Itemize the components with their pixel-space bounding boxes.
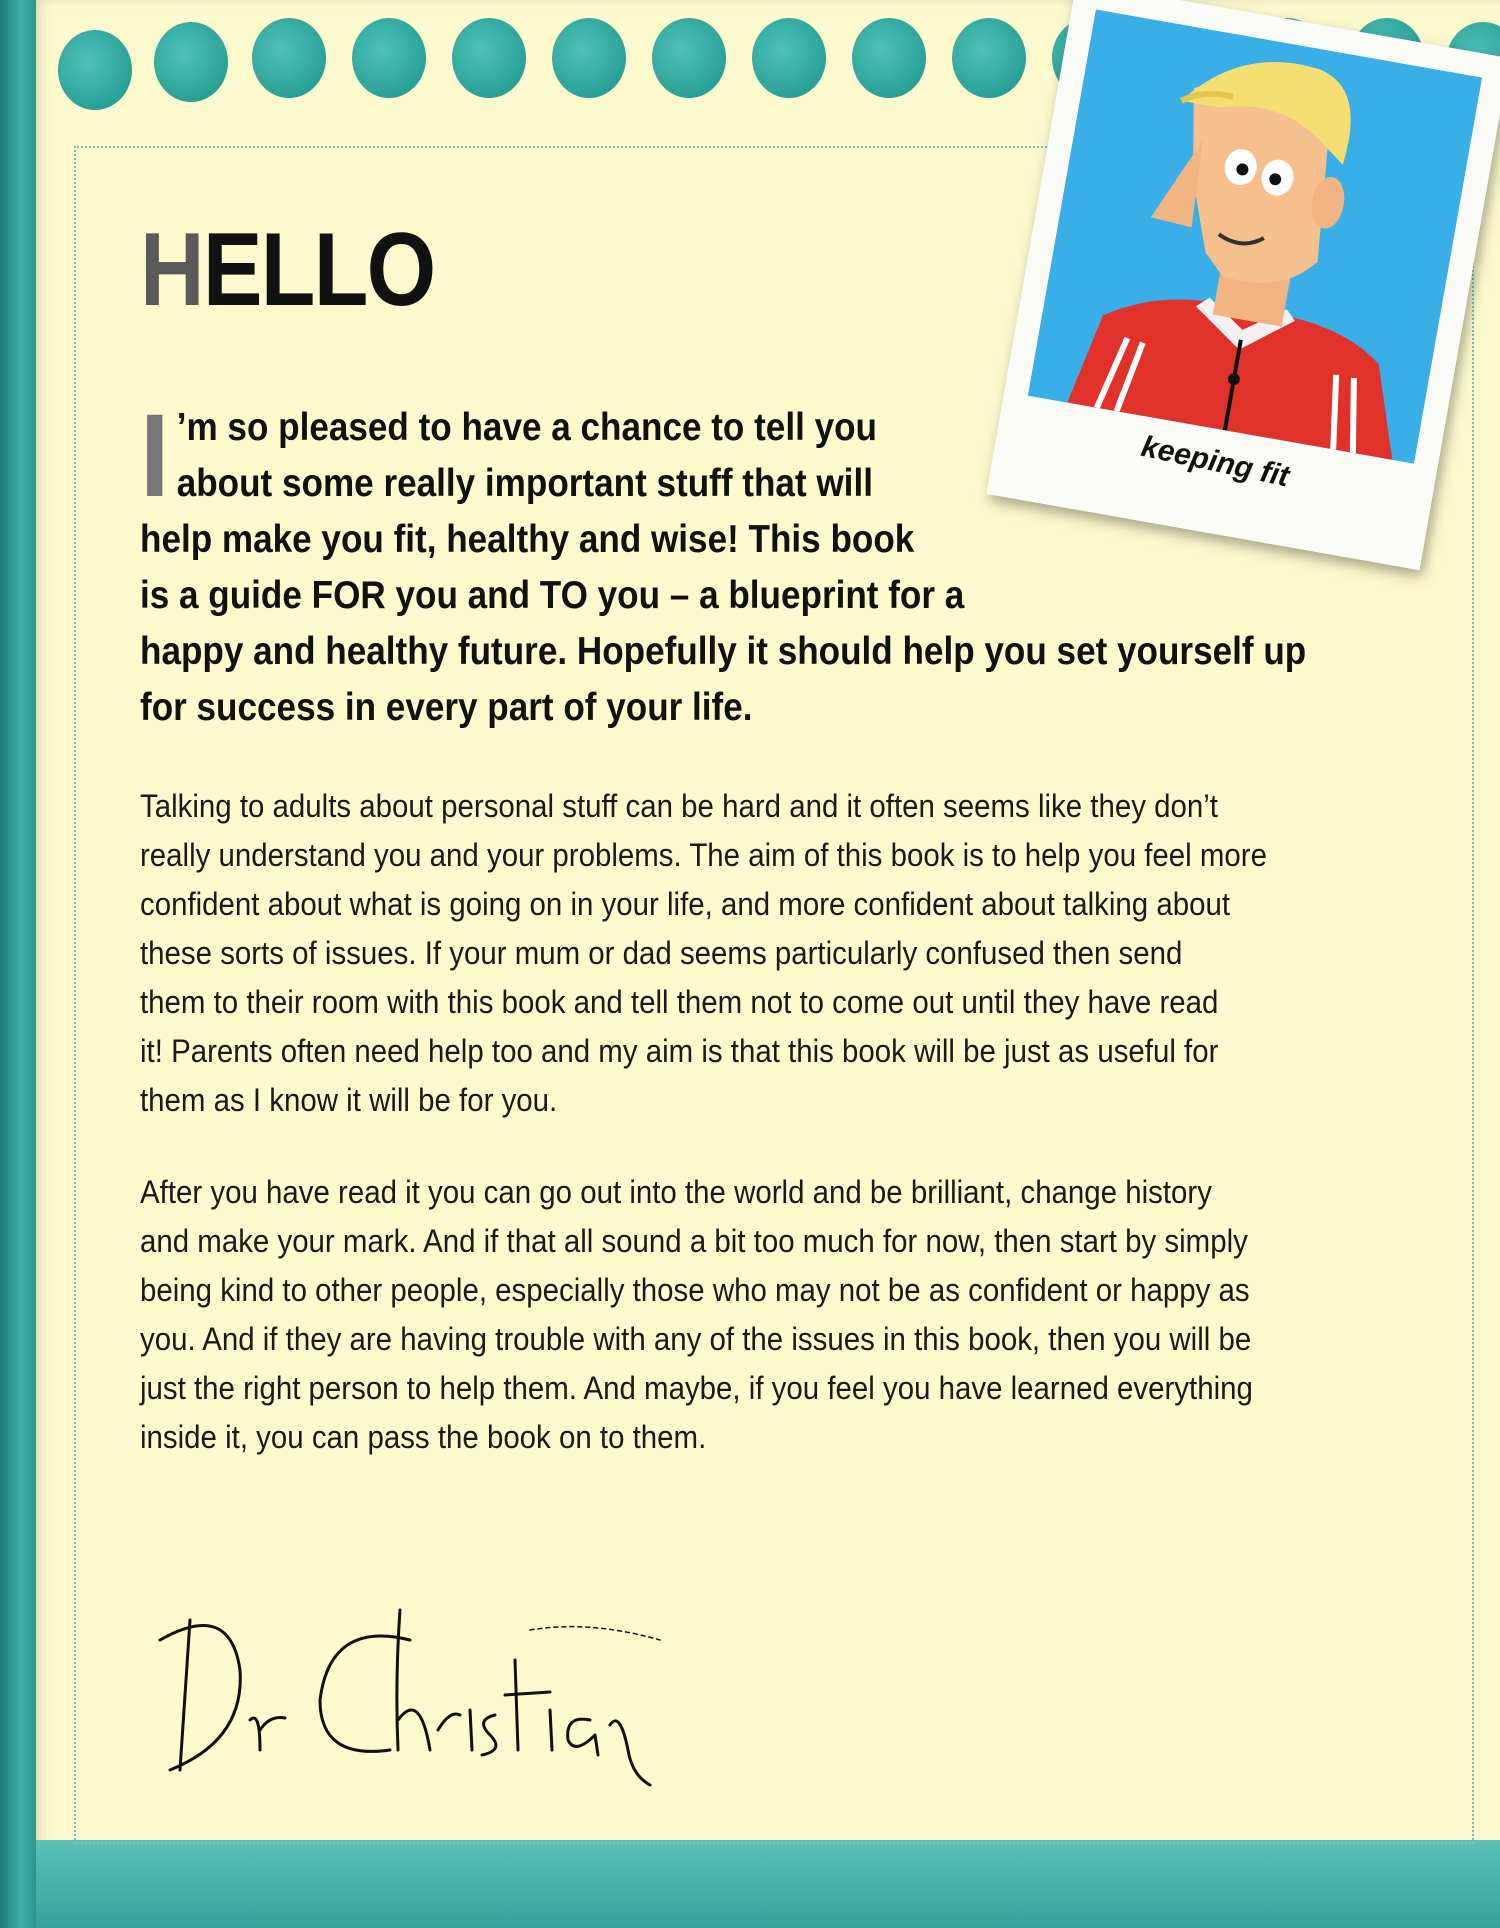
binder-hole xyxy=(752,18,826,98)
binder-hole xyxy=(552,18,626,98)
binder-hole xyxy=(452,18,526,98)
body-line: really understand you and your problems. The aim of this book is to help you feel more xyxy=(140,837,1267,873)
body-line: it! Parents often need help too and my aim is that this book will be just as useful for xyxy=(140,1033,1219,1069)
polaroid-caption: keeping fit xyxy=(1138,429,1293,494)
intro-line: help make you fit, healthy and wise! This book xyxy=(140,518,915,561)
intro-line: happy and healthy future. Hopefully it should help you set yourself up xyxy=(140,630,1307,673)
title-rest: ELLO xyxy=(202,212,435,328)
body-line: confident about what is going on in your life, and more confident about talking about xyxy=(140,886,1231,922)
cartoon-man-icon xyxy=(1028,10,1482,464)
book-spine xyxy=(0,0,38,1928)
binder-hole xyxy=(352,18,426,98)
body-line: you. And if they are having trouble with any of the issues in this book, then you will be xyxy=(140,1321,1252,1357)
binder-hole xyxy=(652,18,726,98)
body-line: just the right person to help them. And maybe, if you feel you have learned everything xyxy=(140,1370,1253,1406)
body-line: these sorts of issues. If your mum or dad seems particularly confused then send xyxy=(140,935,1183,971)
signature-handwritten-icon xyxy=(150,1600,670,1800)
binder-hole xyxy=(252,18,326,98)
intro-line: ’m so pleased to have a chance to tell you xyxy=(176,406,877,449)
body-line: and make your mark. And if that all sound a bit too much for now, then start by simply xyxy=(140,1223,1248,1259)
title-first-letter: H xyxy=(140,212,203,328)
intro-line: is a guide FOR you and TO you – a blueprint for a xyxy=(140,574,965,617)
binder-hole xyxy=(852,18,926,98)
polaroid-photo xyxy=(986,0,1500,570)
body-paragraph-2 xyxy=(140,1168,1364,1462)
body-line: After you have read it you can go out into the world and be brilliant, change history xyxy=(140,1174,1212,1210)
body-line: them to their room with this book and tell them not to come out until they have read xyxy=(140,984,1219,1020)
body-line: Talking to adults about personal stuff can be hard and it often seems like they don’t xyxy=(140,788,1218,824)
intro-line: about some really important stuff that will xyxy=(176,462,873,505)
body-line: inside it, you can pass the book on to them. xyxy=(140,1419,707,1455)
body-line: them as I know it will be for you. xyxy=(140,1082,558,1118)
intro-drop-cap: I xyxy=(140,390,170,522)
body-paragraph-1 xyxy=(140,782,1364,1125)
body-line: being kind to other people, especially those who may not be as confident or happy as xyxy=(140,1272,1250,1308)
binder-hole xyxy=(952,18,1026,98)
intro-line: for success in every part of your life. xyxy=(140,686,753,729)
binder-hole xyxy=(154,22,228,102)
binder-hole xyxy=(58,30,132,110)
page-title xyxy=(140,212,435,328)
photo-area xyxy=(1028,10,1482,464)
page-bottom-edge xyxy=(36,1840,1500,1928)
